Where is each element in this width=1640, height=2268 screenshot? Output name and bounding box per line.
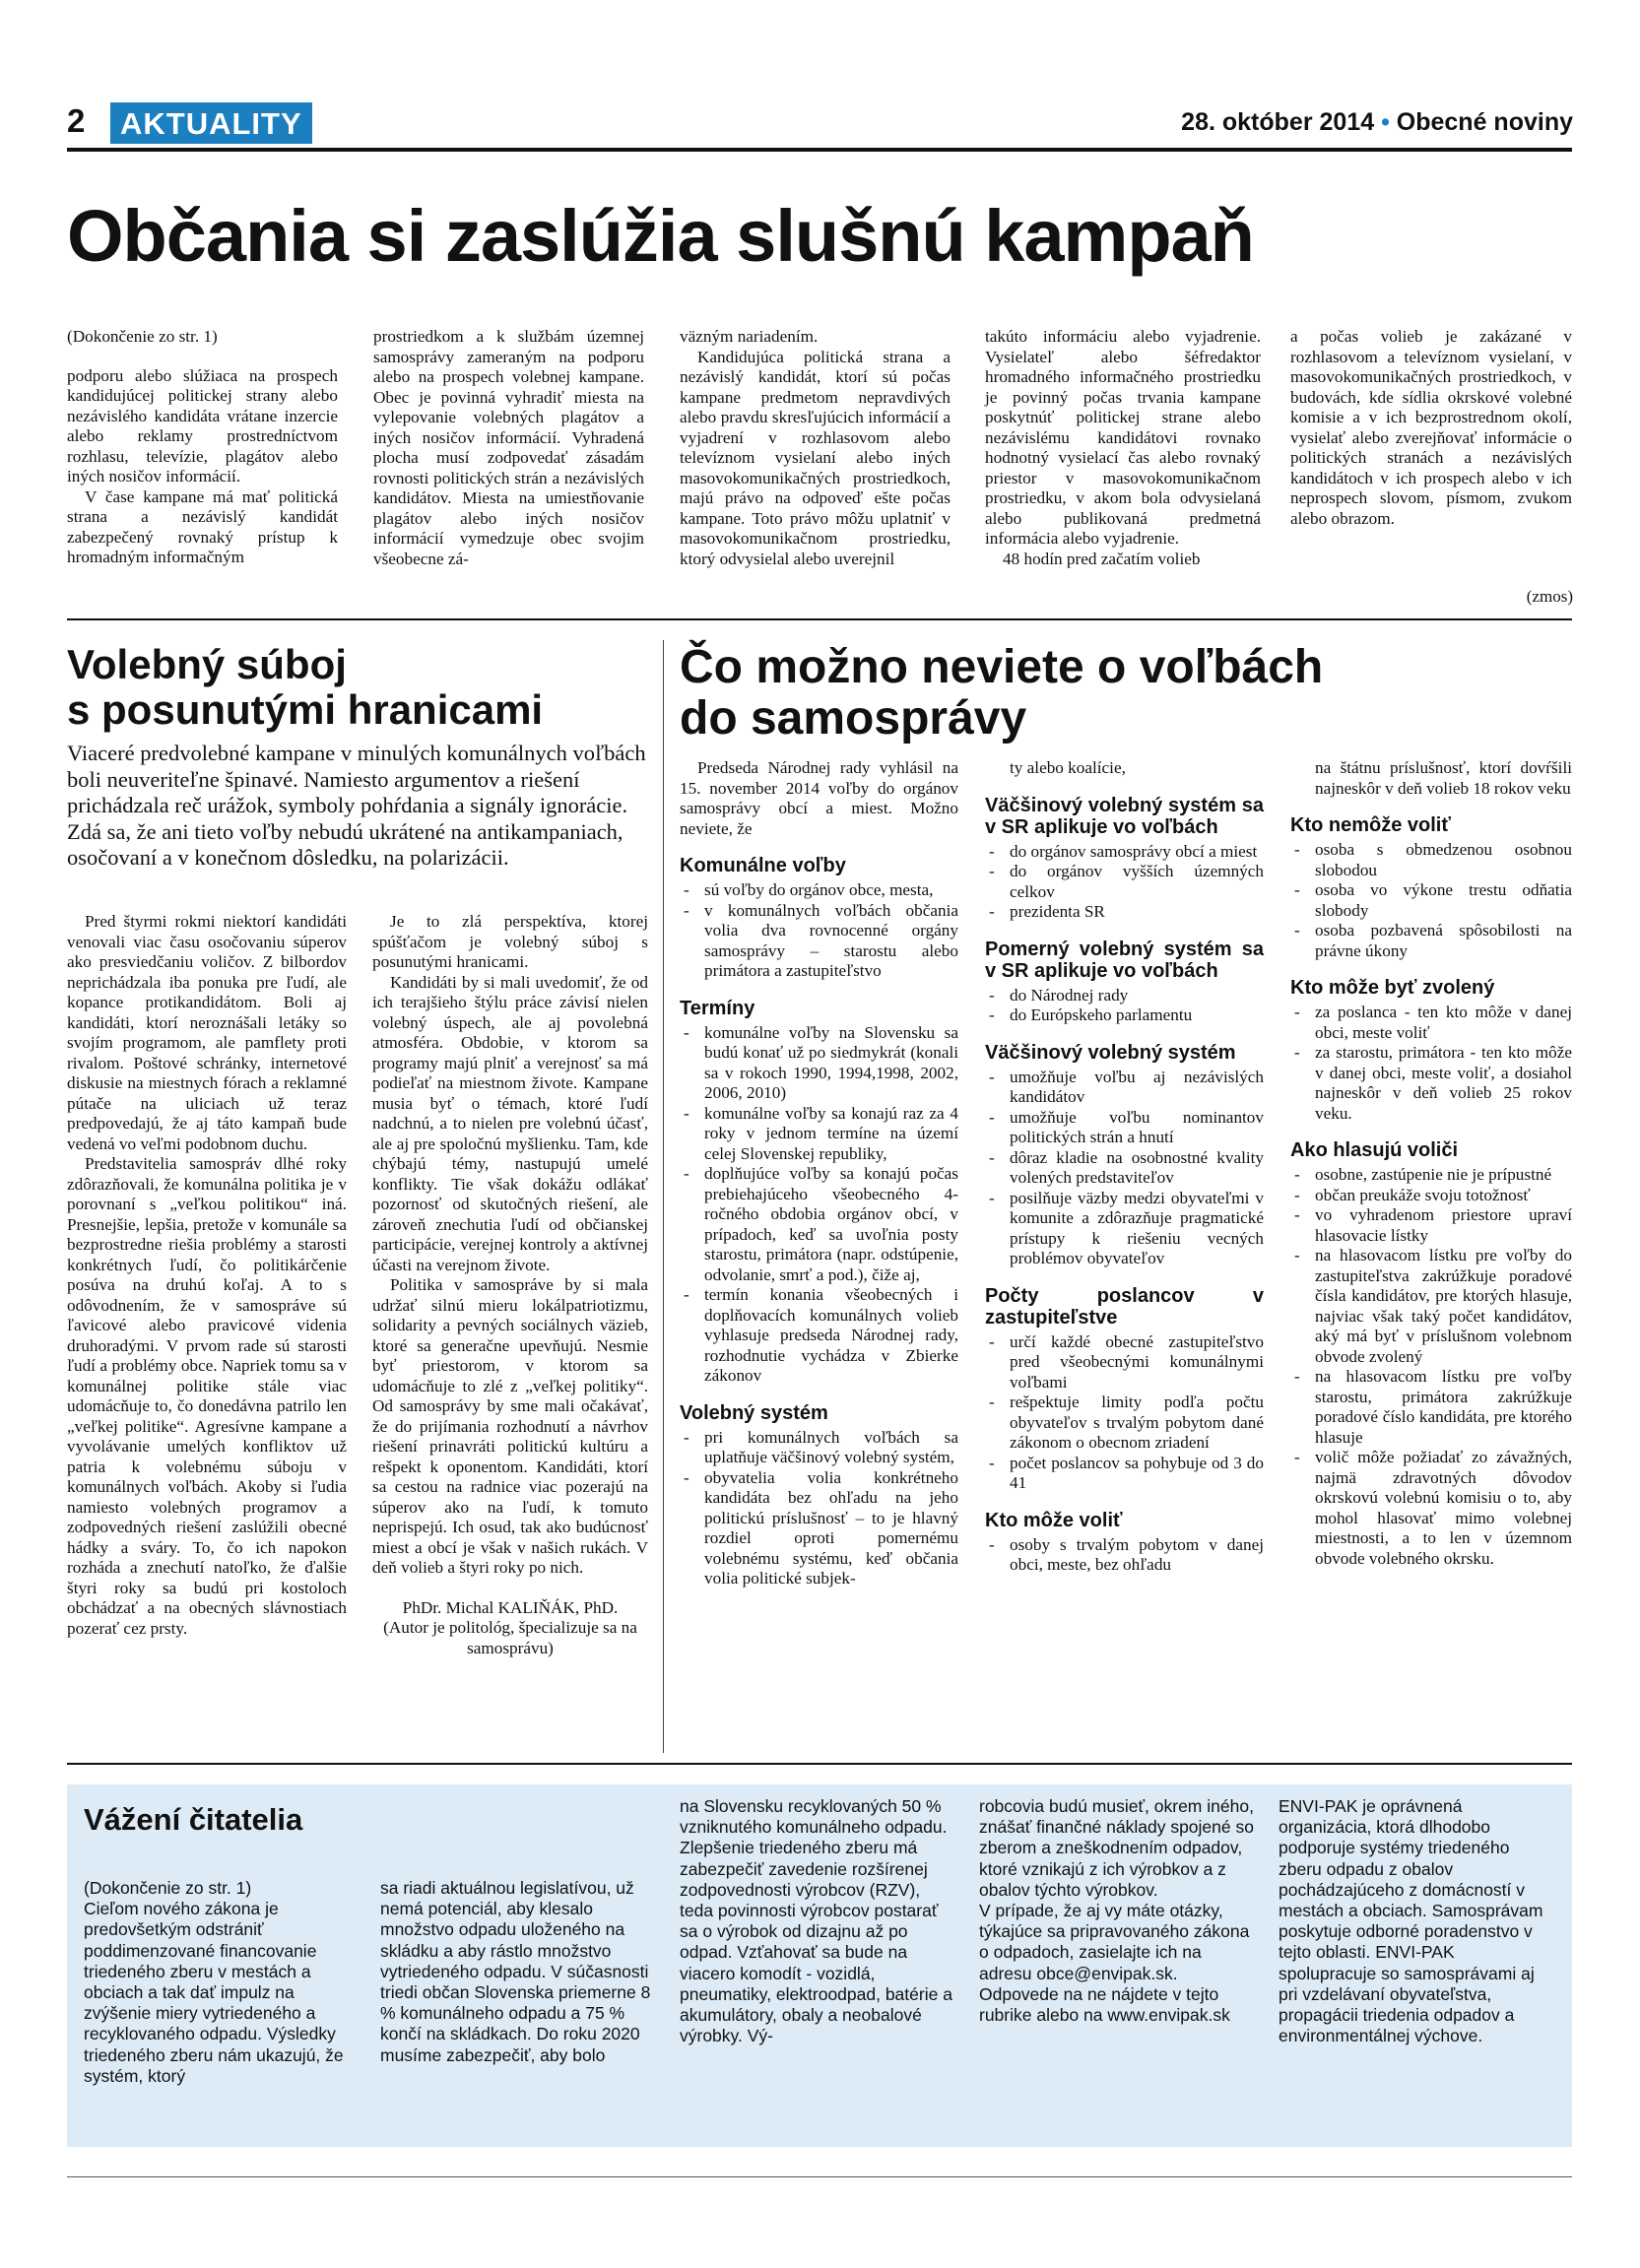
author-note: (Autor je politológ, špecializuje sa na samosprávu) — [383, 1618, 637, 1657]
paragraph: V čase kampane má mať politická strana a nezávislý kandidát zabezpečený rovnaký prístup k hromadným informačným — [67, 486, 338, 566]
list-item: - komunálne voľby sa konajú raz za 4 roky v jednom termíne na území celej Slovenskej republiky, — [680, 1104, 958, 1165]
list-item: - do orgánov samosprávy obcí a miest — [985, 842, 1264, 863]
article3-column-1 — [680, 758, 958, 1589]
list-item: - volič môže požiadať zo závažných, najmä zdravotných dôvodov okrskovú volebnú komisiu o to, aby mohol hlasovať mimo volebnej miestnosti, a to len v územnom obvode volebného okrsku. — [1290, 1448, 1572, 1569]
article2-title — [67, 642, 543, 733]
paragraph: prostriedkom a k službám územnej samosprávy zameraným na podporu alebo na prospech volebnej kampane. Obec je povinná vyhradiť miesta na vylepovanie volebných plagátov a iných nosičov informácií. Vyhradená plocha musí zodpovedať zásadám rovnosti politických strán a nezávislých kandidátov. Miesta na umiestňovanie plagátov alebo iných nosičov informácií vymedzuje obec svojim všeobecne zá- — [373, 327, 644, 568]
bullet-list — [985, 1535, 1264, 1576]
paragraph: a počas volieb je zakázané v rozhlasovom a televíznom vysielaní, v masovokomunikačných prostriedkoch, v budovách, kde sídlia okrskové volebné komisie a v ich bezprostrednom okolí, vysielať alebo zverejňovať informácie o politických stranách a nezávislých kandidátoch v ich prospech alebo v ich neprospech slovom, písmom, zvukom alebo obrazom. — [1290, 327, 1572, 528]
list-item: - do Národnej rady — [985, 986, 1264, 1006]
main-headline: Občania si zaslúžia slušnú kampaň — [67, 195, 1254, 277]
list-item: - komunálne voľby na Slovensku sa budú konať už po siedmykrát (konali sa v rokoch 1990, 1994,1998, 2002, 2006, 2010) — [680, 1023, 958, 1104]
list-item: - občan preukáže svoju totožnosť — [1290, 1186, 1572, 1206]
list-item: - počet poslancov sa pohybuje od 3 do 41 — [985, 1454, 1264, 1494]
article3-column-2 — [985, 758, 1264, 1576]
article2-column-1 — [67, 912, 347, 1639]
bullet-list — [985, 842, 1264, 923]
bullet-list — [680, 1023, 958, 1387]
list-item: - na hlasovacom lístku pre voľby starostu, primátora zakrúžkuje poradové číslo kandidáta, pre ktorého hlasuje — [1290, 1367, 1572, 1448]
subsection-heading: Väčšinový volebný systém sa v SR aplikuje vo voľbách — [985, 794, 1264, 838]
subsection-heading: Ako hlasujú voliči — [1290, 1139, 1459, 1161]
section-rule — [67, 618, 1572, 620]
paragraph: podporu alebo slúžiaca na prospech kandidujúcej politickej strany alebo nezávislého kandidáta vrátane inzercie alebo reklamy prostredníctvom rozhlasu, televízie, plagátov alebo iných nosičov informácií. — [67, 365, 338, 486]
bullet-list — [680, 880, 958, 982]
article3-title-line1: Čo možno neviete o voľbách — [680, 641, 1324, 693]
paragraph: takúto informáciu alebo vyjadrenie. Vysielateľ alebo šéfredaktor hromadného informačného prostriedku je povinný počas trvania kampane poskytnúť politickej strane alebo nezávislému kandidátovi rovnako hodnotný vysielací čas alebo rovnaký priestor v masovokomunikačnom prostriedku, v akom bola odvysielaná alebo publikovaná predmetná informácia alebo vyjadrenie. — [985, 327, 1261, 548]
list-item: - určí každé obecné zastupiteľstvo pred všeobecnými komunálnymi voľbami — [985, 1332, 1264, 1393]
list-item: - sú voľby do orgánov obce, mesta, — [680, 880, 958, 901]
article2-title-line2: s posunutými hranicami — [67, 686, 544, 733]
list-item: - rešpektuje limity podľa počtu obyvateľov s trvalým pobytom dané zákonom o obecnom zriadení — [985, 1393, 1264, 1454]
author-name: PhDr. Michal KALIŇÁK, PhD. — [402, 1597, 619, 1617]
issue-date: 28. október 2014 — [1181, 108, 1375, 136]
page-number: 2 — [67, 102, 86, 139]
paragraph: Kandidujúca politická strana a nezávislý kandidát, ktorí sú počas kampane predmetom nepravdivých alebo pravdu skresľujúcich informácií a vyjadrení v rozhlasovom alebo televíznom vysielaní alebo iných masovokomunikačných prostriedkoch, majú právo na odpoveď ešte počas kampane. Toto právo môžu uplatniť v masovokomunikačnom prostriedku, ktorý odvysielal alebo uverejnil — [680, 347, 951, 568]
list-item: - pri komunálnych voľbách sa uplatňuje väčšinový volebný systém, — [680, 1428, 958, 1468]
list-item: - osoba pozbavená spôsobilosti na právne úkony — [1290, 921, 1572, 961]
subsection-heading: Volebný systém — [680, 1401, 828, 1424]
notice-column-5: ENVI-PAK je oprávnená organizácia, ktorá dlhodobo podporuje systémy triedeného zberu odpadu z obalov pochádzajúceho z domácností v mestách a obciach. Samosprávam poskytuje odborné poradenstvo v tejto oblasti. ENVI-PAK spolupracuje so samosprávami aj pri vzdelávaní obyvateľstva, propagácii triedenia odpadov a environmentálnej výchove. — [1279, 1796, 1543, 2046]
article1-column-2 — [373, 327, 644, 569]
list-item: - obyvatelia volia konkrétneho kandidáta bez ohľadu na jeho politickú príslušnosť – to je hlavný rozdiel oproti pomernému volebnému systému, keď občania volia politické subjek- — [680, 1468, 958, 1589]
article1-author: (zmos) — [1526, 587, 1573, 606]
subsection-heading: Väčšinový volebný systém — [985, 1041, 1236, 1064]
list-item: - dôraz kladie na osobnostné kvality volených predstaviteľov — [985, 1148, 1264, 1189]
list-item: - osoba s obmedzenou osobnou slobodou — [1290, 840, 1572, 880]
article3-sections-col1 — [680, 855, 958, 1589]
paragraph: Kandidáti by si mali uvedomiť, že od ich terajšieho štýlu práce závisí nielen volebný úspech, ale aj povolebná atmosféra. Obdobie, v ktorom sa programy majú plniť a verejnosť sa má podieľať na miestnom živote. Kampane musia byť o témach, ktoré ľudí nadchnú, a to nielen pre volebnú účasť, ale aj pre spoločnú myšlienku. Tam, kde chýbajú témy, nastupujú umelé konflikty. Tie však dokážu odlákať pozornosť od skutočných riešení, ale zároveň znechutia ľudí od občianskej participácie, verejnej kontroly a aktívnej účasti na verejnom živote. — [372, 972, 648, 1274]
continued-note: (Dokončenie zo str. 1) — [67, 327, 218, 346]
continued-item: ty alebo koalície, — [1010, 758, 1126, 777]
intro-paragraph: Predseda Národnej rady vyhlásil na 15. november 2014 voľby do orgánov samosprávy obcí a miest. Možno neviete, že — [680, 758, 958, 838]
column-separator — [663, 640, 664, 1753]
article3-title — [680, 642, 1323, 745]
issue-info — [1181, 108, 1573, 137]
list-item: - osoby s trvalým pobytom v danej obci, meste, bez ohľadu — [985, 1535, 1264, 1576]
list-item: - osobne, zastúpenie nie je prípustné — [1290, 1165, 1572, 1186]
subsection-heading: Pomerný volebný systém sa v SR aplikuje vo voľbách — [985, 938, 1264, 982]
subsection-heading: Komunálne voľby — [680, 855, 846, 876]
notice-column-3: na Slovensku recyklovaných 50 % vzniknutého komunálneho odpadu. Zlepšenie triedeného zberu má zabezpečiť zavedenie rozšírenej zodpovednosti výrobcov (RZV), teda povinnosti výrobcov postarať sa o výrobok od dizajnu až po odpad. Vzťahovať sa bude na viacero komodít - vozidlá, pneumatiky, elektroodpad, batérie a akumulátory, obaly a neobalové výrobky. Vý- — [680, 1796, 952, 2046]
article1-column-5 — [1290, 327, 1572, 529]
list-item: - na hlasovacom lístku pre voľby do zastupiteľstva zakrúžkuje poradové čísla kandidátov, pre ktorých hlasuje, najviac však taký počet kandidátov, aký má byť v príslušnom volebnom obvode zvolený — [1290, 1246, 1572, 1367]
separator-dot: • — [1381, 108, 1390, 136]
newspaper-name: Obecné noviny — [1396, 108, 1573, 136]
list-item: - vo vyhradenom priestore upraví hlasovacie lístky — [1290, 1205, 1572, 1246]
notice-column-4: robcovia budú musieť, okrem iného, znášať finančné náklady spojené so zberom a zneškodnením odpadov, ktoré vznikajú z ich výrobkov a z obalov týchto výrobkov. V prípade, že aj vy máte otázky, týkajúce sa pripravovaného zákona o odpadoch, zasielajte ich na adresu obce@envipak.sk. Odpovede na ne nájdete v tejto rubrike alebo na www.envipak.sk — [979, 1796, 1254, 2026]
list-item: - v komunálnych voľbách občania volia dva rovnocenné orgány samosprávy – starostu alebo primátora a zastupiteľstvo — [680, 901, 958, 982]
article1-column-4 — [985, 327, 1261, 569]
bullet-list — [1290, 840, 1572, 961]
article1-column-3 — [680, 327, 951, 569]
list-item: - za poslanca - ten kto môže v danej obci, meste voliť — [1290, 1003, 1572, 1043]
subsection-heading: Termíny — [680, 997, 755, 1019]
notice-column-1: (Dokončenie zo str. 1) Cieľom nového zákona je predovšetkým odstrániť poddimenzované financovanie triedeného zberu v mestách a obciach a tak dať impulz na zvýšenie miery vytriedeného a recyklovaného odpadu. Výsledky triedeného zberu nám ukazujú, že systém, ktorý — [84, 1878, 344, 2086]
header-rule — [67, 148, 1572, 152]
paragraph: Je to zlá perspektíva, ktorej spúšťačom je volebný súboj s posunutými hranicami. — [372, 912, 648, 971]
list-item: - do Európskeho parlamentu — [985, 1005, 1264, 1026]
notice-title: Vážení čitatelia — [84, 1802, 303, 1837]
bullet-list — [1290, 1003, 1572, 1124]
article3-column-3 — [1290, 758, 1572, 1569]
list-item: - umožňuje voľbu nominantov politických strán a hnutí — [985, 1108, 1264, 1148]
paragraph: 48 hodín pred začatím volieb — [1003, 549, 1201, 568]
article2-title-line1: Volebný súboj — [67, 641, 347, 687]
footer-rule — [67, 2176, 1572, 2177]
subsection-heading: Kto nemôže voliť — [1290, 814, 1451, 836]
paragraph: Pred štyrmi rokmi niektorí kandidáti venovali viac času osočovaniu súperov ako presviedčaniu voličov. Z bilbordov neprichádzala iba ponuka pre ľudí, ale kopance protikandidátom. Boli aj kandidáti, ktorí neroznášali letáky so svojím programom, ale pamflety proti rivalom. Poštové schránky, internetové diskusie na miestnych fórach a reklamné pútače na uliciach už teraz predpovedajú, že aj táto kampaň bude vedená vo veľmi podobnom duchu. — [67, 912, 347, 1153]
list-item: - doplňujúce voľby sa konajú počas prebiehajúceho všeobecného 4-ročného obdobia orgánov obcí, v prípadoch, keď sa uvoľnia posty starostu, primátora (napr. odstúpenie, odvolanie, smrť a pod.), čiže aj, — [680, 1164, 958, 1285]
subsection-heading: Kto môže voliť — [985, 1509, 1123, 1531]
bullet-list — [985, 986, 1264, 1026]
paragraph: väzným nariadením. — [680, 327, 819, 346]
article3-sections-col2 — [985, 795, 1264, 1576]
bullet-list — [985, 1068, 1264, 1269]
article3-sections-col3 — [1290, 814, 1572, 1569]
bullet-list — [1290, 1165, 1572, 1569]
section-label: AKTUALITY — [110, 102, 312, 144]
list-item: - umožňuje voľbu aj nezávislých kandidátov — [985, 1068, 1264, 1108]
list-item: - termín konania všeobecných i doplňovacích komunálnych volieb vyhlasuje predseda Národnej rady, rozhodnutie vychádza v Zbierke zákonov — [680, 1285, 958, 1387]
list-item: - osoba vo výkone trestu odňatia slobody — [1290, 880, 1572, 921]
article1-column-1 — [67, 327, 338, 568]
subsection-heading: Kto môže byť zvolený — [1290, 977, 1495, 999]
continued-item: na štátnu príslušnosť, ktorí dovŕšili najneskôr v deň volieb 18 rokov veku — [1315, 758, 1572, 798]
list-item: - prezidenta SR — [985, 902, 1264, 923]
list-item: - za starostu, primátora - ten kto môže v danej obci, meste voliť, a dosiahol najneskôr v deň volieb 25 rokov veku. — [1290, 1043, 1572, 1124]
list-item: - do orgánov vyšších územných celkov — [985, 862, 1264, 902]
paragraph: Politika v samospráve by si mala udržať silnú mieru lokálpatriotizmu, solidarity a pevných sociálnych väzieb, ktoré sa generačne upevňujú. Nesmie byť priestorom, v ktorom sa udomácňuje to zlé z „veľkej politiky“. Od samosprávy by sme mali očakávať, že do prijímania rozhodnutí a návrhov riešení prinavráti politickú kultúru a rešpekt k oponentom. Kandidáti, ktorí sa cestou na radnice viac pozerajú na súperov ako na ľudí, k tomuto neprispejú. Ich osud, tak ako budúcnosť miest a obcí je však v našich rukách. V deň volieb a štyri roky po nich. — [372, 1275, 648, 1577]
article2-column-2 — [372, 912, 648, 1658]
subsection-heading: Počty poslancov v zastupiteľstve — [985, 1284, 1264, 1328]
notice-column-2: sa riadi aktuálnou legislatívou, už nemá potenciál, aby klesalo množstvo odpadu uloženého na skládku a aby rástlo množstvo vytriedeného odpadu. V súčasnosti triedi občan Slovenska priemerne 8 % komunálneho odpadu a 75 % končí na skládkach. Do roku 2020 musíme zabezpečiť, aby bolo — [380, 1878, 651, 2065]
section-rule — [67, 1763, 1572, 1765]
list-item: - posilňuje väzby medzi obyvateľmi v komunite a zdôrazňuje pragmatické prístupy k riešeniu vecných problémov obyvateľov — [985, 1189, 1264, 1269]
paragraph: Predstavitelia samospráv dlhé roky zdôrazňovali, že komunálna politika je v porovnaní s „veľkou politikou“ iná. Presnejšie, lepšia, pretože v komunále sa bezprostredne riešia problémy a starosti konkrétnych ľudí, čo politikárčenie posúva na druhú koľaj. A to s odôvodnením, že v samospráve sú ľavicové alebo pravicové videnia druhoradými. V prvom rade sú starosti ľudí a problémy obce. Napriek tomu sa v komunálnej politike stále viac udomácňuje to, čo donedávna patrilo len „veľkej politike“. Agresívne kampane a vyvolávanie umelých konfliktov už patria k volebnému súboju v komunálnych voľbách. Akoby si ľudia namiesto volebných programov a zodpovedných riešení zaslúžili obecné hádky a sváry. To, čo ich napokon rozháda a znechutí natoľko, že ďalšie štyri roky sa budú pri kostoloch obchádzať a na obecných slávnostiach pozerať cez prsty. — [67, 1154, 347, 1638]
bullet-list — [985, 1332, 1264, 1494]
bullet-list — [680, 1428, 958, 1589]
article3-title-line2: do samosprávy — [680, 692, 1027, 745]
article2-lead: Viaceré predvolebné kampane v minulých komunálnych voľbách boli neuveriteľne špinavé. Namiesto argumentov a riešení prichádzala reč urážok, symboly pohŕdania a signály ignorácie. Zdá sa, že ani tieto voľby nebudú ukrátené na antikampaniach, osočovaní a v konečnom dôsledku, na polarizácii. — [67, 741, 646, 870]
